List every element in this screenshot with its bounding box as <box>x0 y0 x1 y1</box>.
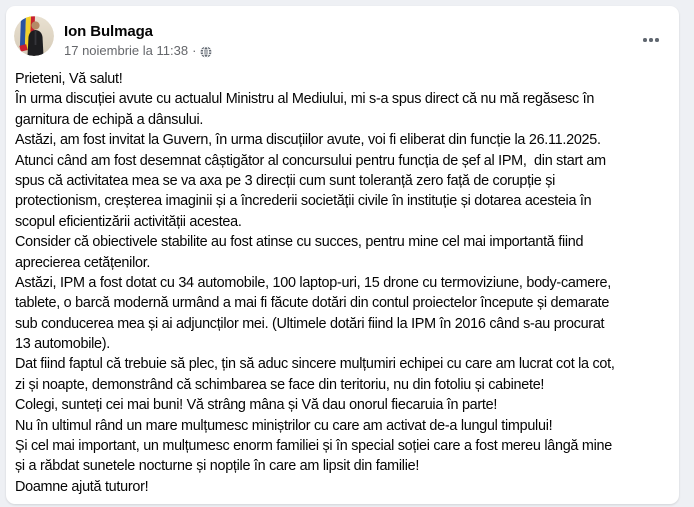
post-text-line: Astăzi, IPM a fost dotat cu 34 automobile, 100 laptop-uri, 15 drone cu termoviziune, body-camere, <box>15 274 611 291</box>
post-text-line: Consider că obiectivele stabilite au fost atinse cu succes, pentru mine cel mai importantă fiind <box>15 234 584 251</box>
post-text-line: protectionism, creșterea imaginii și a încrederii societății civile în instituție și dotarea acesteia în <box>15 193 592 210</box>
post-text-line: Doamne ajută tuturor! <box>15 478 149 495</box>
timestamp-separator: · <box>192 43 197 58</box>
post-header <box>6 6 679 66</box>
post-text-line: Nu în ultimul rând un mare mulțumesc miniștrilor cu care am activat de-a lungul timpului! <box>15 417 553 434</box>
post-text-line: Dat fiind faptul că trebuie să plec, țin să aduc sincere mulțumiri echipei cu care am lucrat cot la cot, <box>15 356 615 373</box>
post-text-line: și a răbdat sunetele nocturne și nopțile în care am lipsit din familie! <box>15 458 420 475</box>
post-timestamp[interactable]: 17 noiembrie la 11:38 <box>64 43 189 58</box>
post-text-line: În urma discuției avute cu actualul Ministru al Mediului, mi s-a spus direct că nu mă regăsesc în <box>15 91 595 108</box>
post-text-line: Și cel mai important, un mulțumesc enorm familiei și în special soției care a fost mereu lângă mine <box>15 438 612 455</box>
post-card <box>6 6 679 504</box>
post-text-line: garnitura de echipă a dânsului. <box>15 111 204 128</box>
post-text-line: Atunci când am fost desemnat câștigător al concursului pentru funcția de șef al IPM, din start am <box>15 152 606 169</box>
more-options-button[interactable] <box>633 24 669 56</box>
profile-photo-icon <box>14 16 54 56</box>
author-name[interactable]: Ion Bulmaga <box>64 23 153 40</box>
post-text-line: zi și noapte, demonstrând că schimbarea se face din teritoriu, nu din fotoliu și cabinete! <box>15 376 545 393</box>
post-text-line: tablete, o barcă modernă urmând a mai fi făcute dotări din contul proiectelor începute și demarate <box>15 295 610 312</box>
post-text-line: 13 automobile). <box>15 336 110 353</box>
ellipsis-horizontal-icon <box>643 38 659 42</box>
post-text-line: aprecierea cetățenilor. <box>15 254 151 271</box>
post-text-line: spus că activitatea mea se va axa pe 3 direcții cum sunt toleranță zero față de corupție și <box>15 172 556 189</box>
timestamp-row <box>64 43 212 59</box>
post-text-line: scopul eficientizării activității acestea. <box>15 213 242 230</box>
post-text-line: Prieteni, Vă salut! <box>15 71 123 87</box>
avatar[interactable] <box>14 16 54 56</box>
post-text-line: Colegi, sunteți cei mai buni! Vă strâng mâna și Vă dau onorul fiecaruia în parte! <box>15 397 498 414</box>
post-text <box>15 69 675 497</box>
post-text-line: sub conducerea mea și ai adjuncților mei. (Ultimele dotări fiind la IPM în 2016 când s-au procurat <box>15 315 605 332</box>
post-text-line: Astăzi, am fost invitat la Guvern, în urma discuțiilor avute, voi fi eliberat din funcție la 26.11.2025. <box>15 132 601 149</box>
globe-icon <box>200 46 212 58</box>
